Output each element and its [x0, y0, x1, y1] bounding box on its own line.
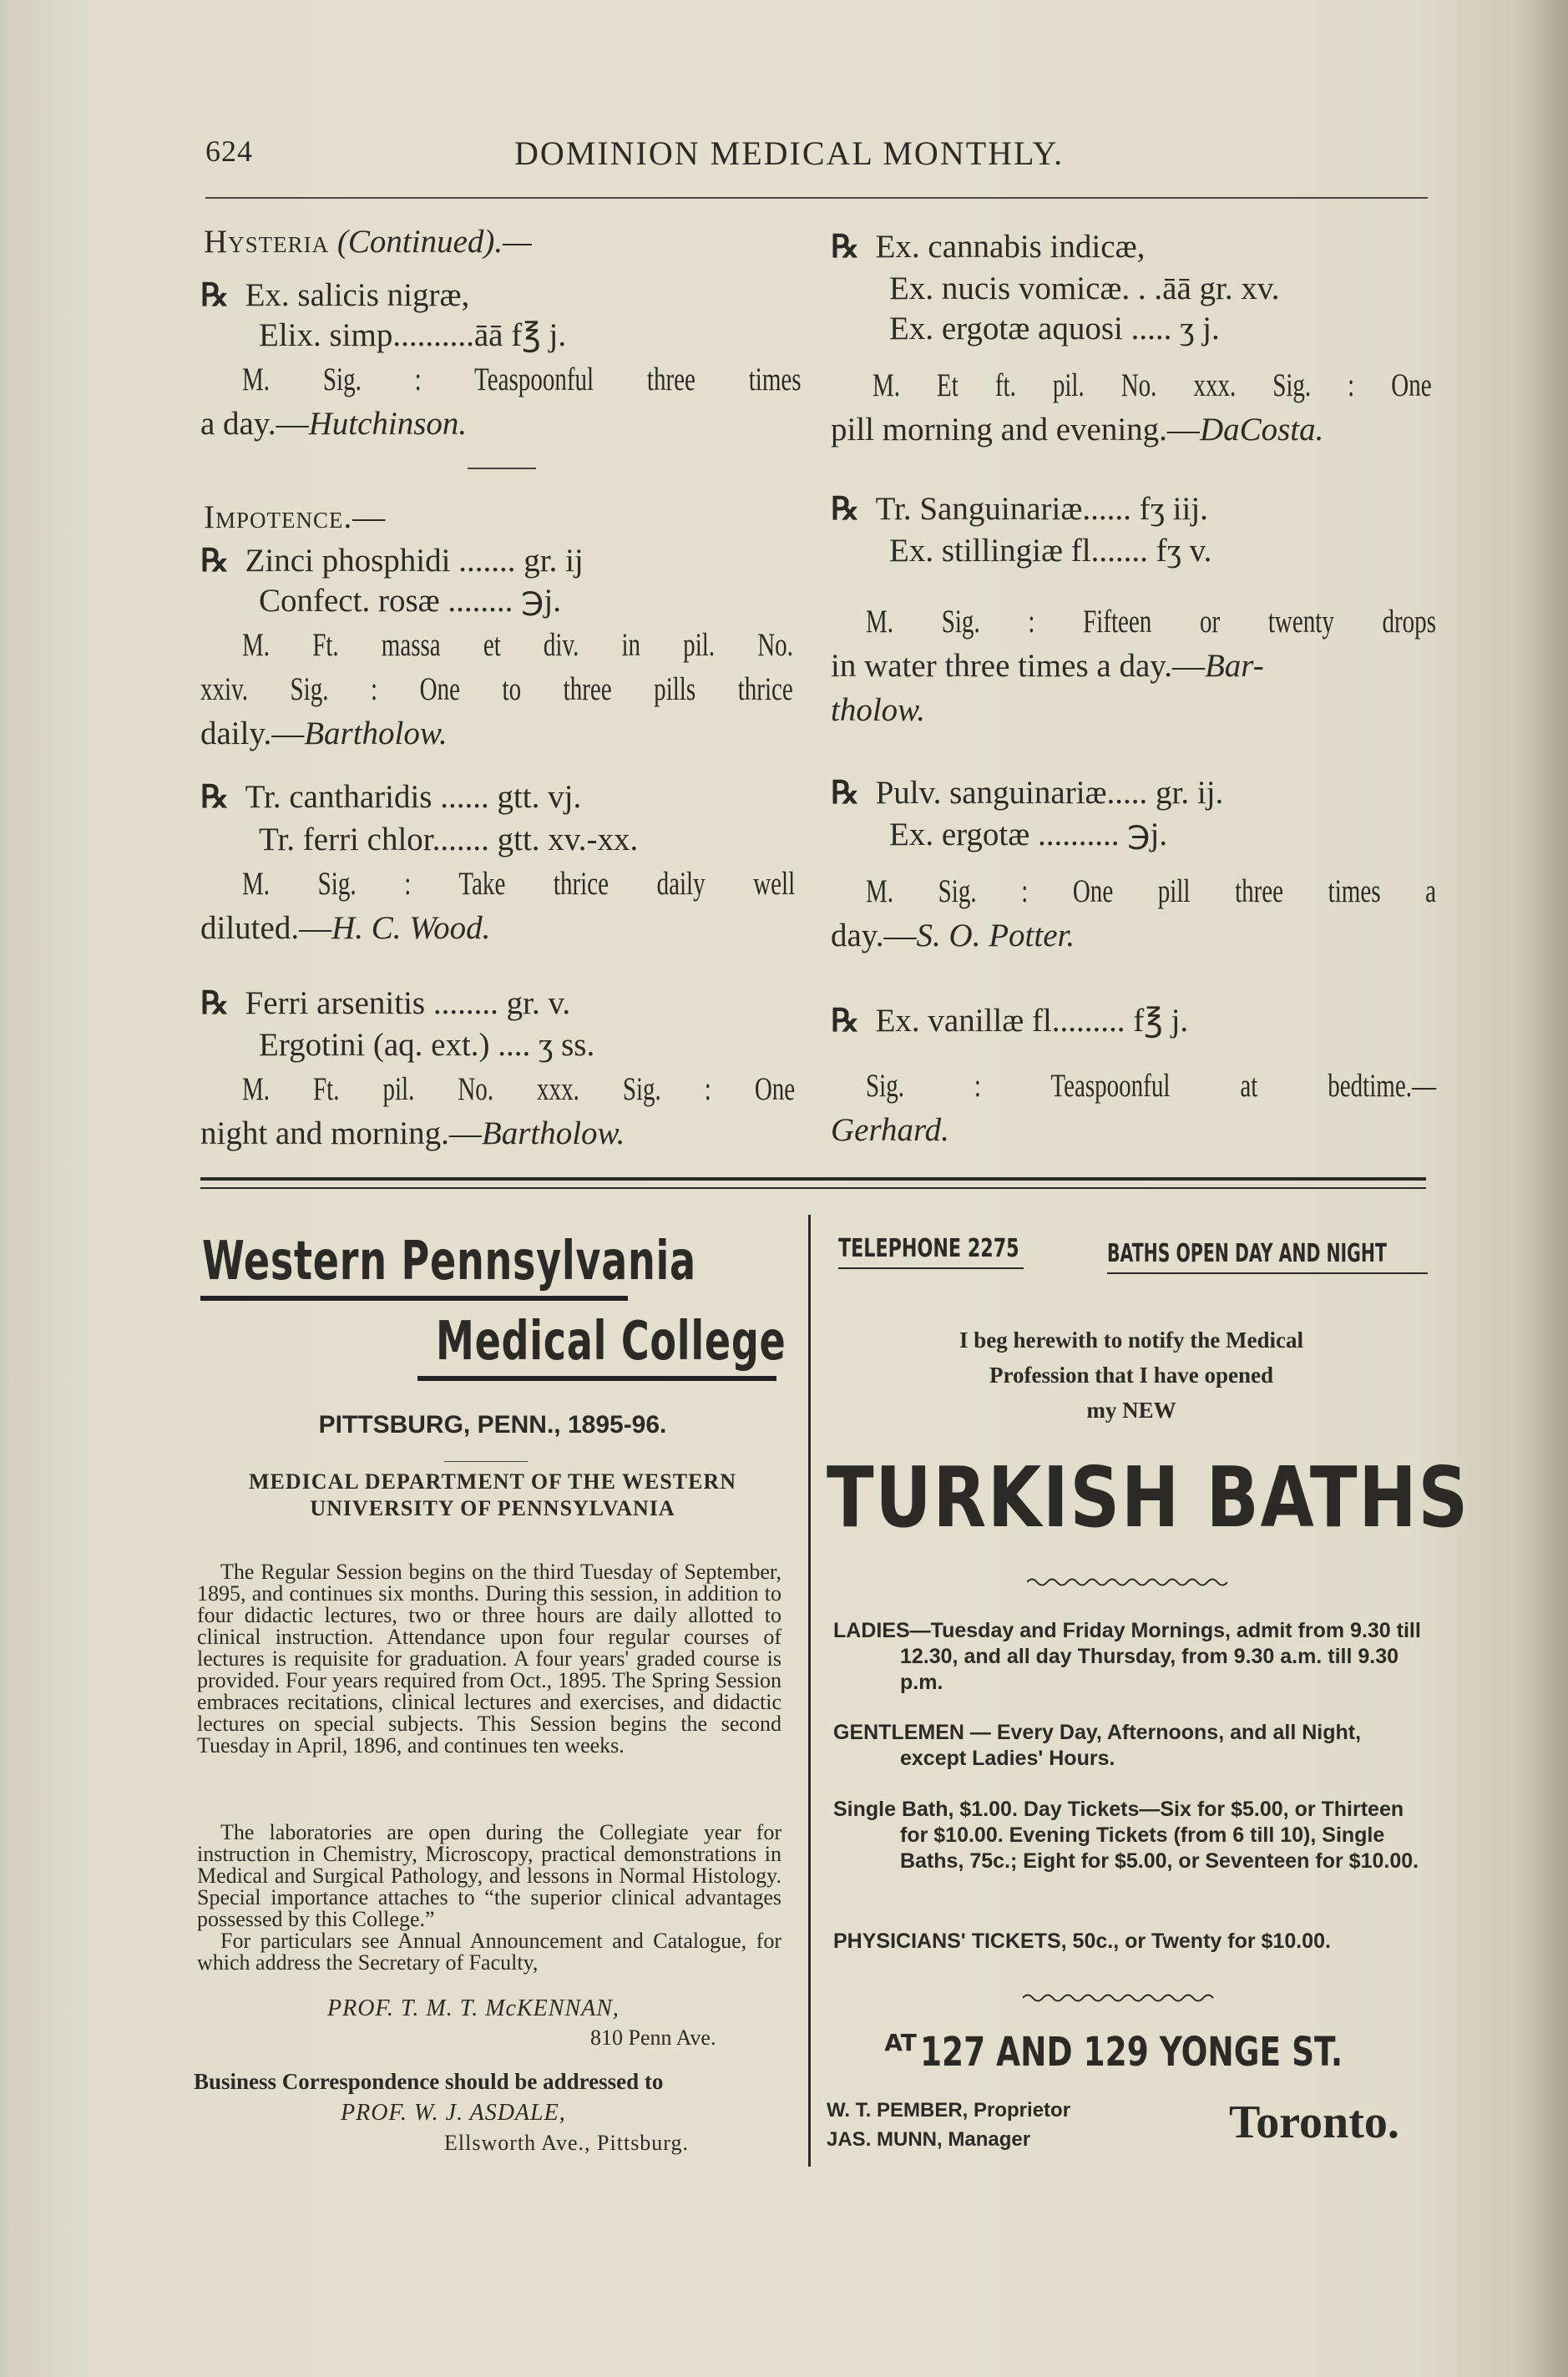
prescription-line: Ex. ergotæ aquosi ..... ʒ j. — [889, 311, 1220, 346]
prescription-line: Ex. stillingiæ fl....... fʒ v. — [889, 533, 1212, 569]
city: Toronto. — [1229, 2096, 1399, 2148]
author: Bartholow. — [481, 1115, 625, 1151]
college-title-line1: Western Pennsylvania — [202, 1231, 696, 1292]
signature-line: Sig. : Teaspoonful at bedtime.— — [866, 1068, 1436, 1104]
signature-line: M. Sig. : Teaspoonful three times — [242, 362, 802, 397]
section-divider — [468, 468, 536, 469]
signature-line: daily.—Bartholow. — [200, 716, 448, 751]
header-rule — [205, 197, 1428, 199]
secretary-address: 810 Penn Ave. — [590, 2026, 716, 2050]
prescription-line: ℞ Tr. cantharidis ...... gtt. vj. — [200, 779, 582, 815]
rx-symbol: ℞ — [831, 230, 860, 265]
rx-symbol: ℞ — [200, 544, 230, 579]
college-paragraph: For particulars see Annual Announcement and Catalogue, for which address the Secretary of Faculty, — [197, 1929, 781, 1975]
rx-symbol: ℞ — [200, 780, 230, 815]
prescription-line: ℞ Ex. salicis nigræ, — [200, 277, 470, 313]
author: Hutchinson. — [308, 406, 468, 442]
signature-line: M. Sig. : One pill three times a — [866, 873, 1436, 909]
turkish-baths-advertisement — [827, 1227, 1469, 2179]
intro-line: Profession that I have opened — [989, 1363, 1274, 1388]
prescription-line: ℞ Zinci phosphidi ....... gr. ij — [200, 543, 584, 579]
college-paragraph: The Regular Session begins on the third Tuesday of September, 1895, and continues six months. During this session, in addition to four didactic lectures, two or three hours are daily allotted to clinical instruction. Attendance upon four regular courses of lectures is requisite for graduation. A four years' graded course is provided. Four years required from Oct., 1895. The Spring Session embraces recitations, clinical lectures and exercises, and didactic lectures on special subjects. This Session begins the second Tuesday in April, 1896, and continues ten weeks. — [197, 1560, 781, 1757]
signature-line: diluted.—H. C. Wood. — [200, 910, 491, 946]
hours: BATHS OPEN DAY AND NIGHT — [1107, 1239, 1387, 1268]
signature-line: M. Ft. massa et div. in pil. No. — [242, 627, 793, 663]
signature-line: M. Et ft. pil. No. xxx. Sig. : One — [873, 367, 1432, 403]
prescription-line: Tr. ferri chlor....... gtt. xv.-xx. — [259, 822, 639, 857]
author: H. C. Wood. — [331, 910, 491, 946]
ladies-hours: LADIES—Tuesday and Friday Mornings, admit from 9.30 till 12.30, and all day Thursday, from 9.30 a.m. till 9.30 p.m. — [833, 1619, 1421, 1694]
rx-symbol: ℞ — [831, 776, 860, 811]
author: Gerhard. — [831, 1112, 949, 1148]
college-location: PITTSBURG, PENN., 1895-96. — [318, 1411, 667, 1439]
prescription-line: Ergotini (aq. ext.) .... ʒ ss. — [259, 1027, 595, 1063]
page-number: 624 — [205, 134, 253, 168]
signature-line: pill morning and evening.—DaCosta. — [831, 412, 1324, 448]
intro-line: I beg herewith to notify the Medical — [959, 1328, 1303, 1353]
rx-symbol: ℞ — [831, 492, 860, 527]
department-line1: MEDICAL DEPARTMENT OF THE WESTERN — [249, 1469, 736, 1494]
prescription-line: ℞ Ex. vanillæ fl......... f℥ j. — [831, 1003, 1189, 1039]
manager: JAS. MUNN, Manager — [827, 2128, 1031, 2151]
signature-line: a day.—Hutchinson. — [200, 406, 468, 442]
section-heading: Impotence.— — [204, 499, 387, 535]
college-advertisement — [194, 1227, 792, 2179]
author: Bartholow. — [304, 716, 448, 751]
divider — [444, 1461, 528, 1462]
secretary-name: PROF. T. M. T. McKENNAN, — [327, 1995, 620, 2021]
prescription-line: Confect. rosæ ........ ℈j. — [259, 583, 561, 619]
section-rule-thick — [200, 1177, 1426, 1181]
title-underline — [417, 1376, 776, 1381]
prescription-line: ℞ Ex. cannabis indicæ, — [831, 229, 1146, 265]
author: Bar- — [1204, 648, 1264, 684]
college-paragraph: The laboratories are open during the Collegiate year for instruction in Chemistry, Microscopy, practical demonstrations in Medical and Surgical Pathology, and lessons in Normal Histology. Special importance attaches to “the superior clinical advantages possessed by this College.” — [197, 1820, 781, 1931]
rx-symbol: ℞ — [200, 278, 230, 313]
college-title-line2: Medical College — [436, 1311, 787, 1373]
signature-line: day.—S. O. Potter. — [831, 918, 1075, 953]
signature-line: M. Sig. : Take thrice daily well — [242, 866, 796, 902]
signature-line: M. Ft. pil. No. xxx. Sig. : One — [242, 1071, 796, 1107]
gentlemen-hours: GENTLEMEN — Every Day, Afternoons, and all Night, except Ladies' Hours. — [833, 1721, 1362, 1770]
prescription-line: ℞ Pulv. sanguinariæ..... gr. ij. — [831, 775, 1224, 811]
squiggle-ornament — [1023, 1992, 1215, 2004]
prescription-line: Ex. ergotæ .......... ℈j. — [889, 817, 1168, 852]
turkish-baths-title: TURKISH BATHS — [827, 1449, 1469, 1546]
signature-line: night and morning.—Bartholow. — [200, 1115, 625, 1151]
section-rule-thin — [200, 1187, 1426, 1189]
proprietor: W. T. PEMBER, Proprietor — [827, 2099, 1071, 2122]
address — [827, 2029, 1436, 2076]
title-underline — [200, 1296, 628, 1301]
column-divider — [808, 1215, 811, 2167]
prescription-line: ℞ Ferri arsenitis ........ gr. v. — [200, 985, 571, 1021]
physicians-tickets: PHYSICIANS' TICKETS, 50c., or Twenty for $10.00. — [833, 1929, 1331, 1953]
telephone: TELEPHONE 2275 — [838, 1234, 1019, 1263]
squiggle-ornament — [1027, 1576, 1227, 1588]
hours-underline — [1107, 1272, 1428, 1274]
business-name: PROF. W. J. ASDALE, — [341, 2100, 566, 2126]
journal-title: DOMINION MEDICAL MONTHLY. — [514, 134, 1065, 172]
signature-line: xxiv. Sig. : One to three pills thrice — [200, 671, 793, 707]
author: tholow. — [831, 692, 926, 728]
department-line2: UNIVERSITY OF PENNSYLVANIA — [310, 1496, 675, 1520]
section-heading: Hysteria (Continued).— — [204, 224, 532, 260]
address-street: 127 AND 129 YONGE ST. — [919, 2029, 1343, 2076]
prescription-line: Ex. nucis vomicæ. . .āā gr. xv. — [889, 271, 1280, 306]
telephone-underline — [838, 1267, 1024, 1269]
rx-symbol: ℞ — [200, 986, 230, 1021]
intro-line: my NEW — [1086, 1398, 1176, 1423]
prices: Single Bath, $1.00. Day Tickets—Six for $5.00, or Thirteen for $10.00. Evening Tickets (from 6 till 10), Single Baths, 75c.; Eight for $5.00, or Seventeen for $10.00. — [833, 1798, 1419, 1873]
author: DaCosta. — [1199, 412, 1324, 448]
address-prefix: AT — [884, 2029, 917, 2056]
business-address: Ellsworth Ave., Pittsburg. — [444, 2131, 689, 2155]
signature-line: in water three times a day.—Bar- — [831, 648, 1264, 684]
rx-symbol: ℞ — [831, 1004, 860, 1039]
prescription-line: Elix. simp..........āā f℥ j. — [259, 317, 567, 353]
author: S. O. Potter. — [916, 918, 1075, 953]
business-correspondence: Business Correspondence should be addressed to — [194, 2069, 664, 2094]
prescription-line: ℞ Tr. Sanguinariæ...... fʒ iij. — [831, 491, 1208, 527]
running-head — [205, 134, 1433, 184]
signature-line: M. Sig. : Fifteen or twenty drops — [866, 604, 1436, 640]
